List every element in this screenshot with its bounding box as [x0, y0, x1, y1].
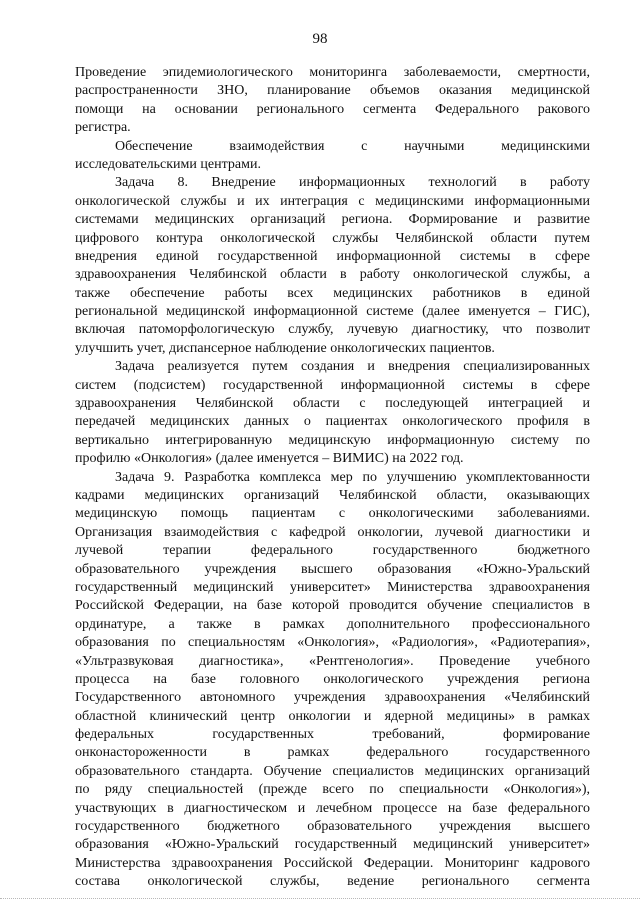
text-line: вертикально интегрированную медицинскую информационную систему по [75, 432, 590, 448]
text-line: цифрового контура онкологической службы Челябинской области путем [75, 230, 590, 246]
text-line: регистра. [75, 120, 131, 136]
text-line: распространенности ЗНО, планирование объемов оказания медицинской [75, 83, 590, 99]
text-line: онкологической службы и их интеграция с медицинскими информационными [75, 193, 590, 209]
text-line: онконастороженности в рамках федерального государственного [75, 745, 590, 761]
text-line: улучшить учет, диспансерное наблюдение онкологических пациентов. [75, 340, 495, 356]
text-line: Задача 8. Внедрение информационных технологий в работу [115, 175, 590, 191]
text-line: государственный медицинский университет» Министерства здравоохранения [75, 579, 590, 595]
text-line: также обеспечение работы всех медицинских работников в единой [75, 285, 590, 301]
text-line: процесса на базе головного онкологического учреждения региона [75, 671, 590, 687]
scan-edge-rule [0, 898, 640, 899]
text-line: Задача реализуется путем создания и внедрения специализированных [115, 359, 590, 375]
text-line: здравоохранения Челябинской области с последующей интеграцией и [75, 396, 590, 412]
text-line: лучевой терапии федерального государственного бюджетного [75, 543, 590, 559]
paragraph [75, 64, 590, 138]
text-line: Организация взаимодействия с кафедрой онкологии, лучевой диагностики и [75, 524, 590, 540]
text-line: помощи на основании регионального сегмента Федерального ракового [75, 101, 590, 117]
text-line: Задача 9. Разработка комплекса мер по улучшению укомплектованности [115, 469, 590, 485]
text-line: Государственного автономного учреждения здравоохранения «Челябинский [75, 690, 590, 706]
document-body [75, 64, 590, 892]
text-line: состава онкологической службы, ведение регионального сегмента [75, 874, 590, 890]
text-line: систем (подсистем) государственной информационной системы в сфере [75, 377, 590, 393]
text-line: образовательного стандарта. Обучение специалистов медицинских организаций [75, 763, 590, 779]
text-line: системами медицинских организаций региона. Формирование и развитие [75, 212, 590, 228]
text-line: образования «Южно-Уральский государственный медицинский университет» [75, 837, 590, 853]
text-line: включая патоморфологическую службу, лучевую диагностику, что позволит [75, 322, 590, 338]
text-line: образовательного учреждения высшего образования «Южно-Уральский [75, 561, 590, 577]
text-line: участвующих в диагностическом и лечебном процессе на базе федерального [75, 800, 590, 816]
text-line: исследовательскими центрами. [75, 156, 261, 172]
text-line: Проведение эпидемиологического мониторинга заболеваемости, смертности, [75, 65, 590, 80]
paragraph [75, 469, 590, 892]
text-line: передачей медицинских данных о пациентах онкологического профиля в [75, 414, 590, 430]
text-line: Российской Федерации, на базе которой проводится обучение специалистов в [75, 598, 590, 614]
text-line: областной клинический центр онкологии и ядерной медицины» в рамках [75, 708, 590, 724]
text-line: Министерства здравоохранения Российской Федерации. Мониторинг кадрового [75, 855, 590, 871]
text-line: региональной медицинской информационной системе (далее именуется – ГИС), [75, 304, 590, 320]
text-line: внедрения единой государственной информационной системы в сфере [75, 248, 590, 264]
paragraph [75, 174, 590, 358]
text-line: федеральных государственных требований, формирование [75, 727, 590, 743]
text-line: образования по специальностям «Онкология», «Радиология», «Радиотерапия», [75, 635, 590, 651]
text-line: здравоохранения Челябинской области в работу онкологической службы, а [75, 267, 590, 283]
text-line: ординатуре, а также в рамках дополнительного профессионального [75, 616, 590, 632]
page-number: 98 [312, 31, 328, 47]
text-line: кадрами медицинских организаций Челябинской области, оказывающих [75, 487, 590, 503]
text-line: профилю «Онкология» (далее именуется – ВИМИС) на 2022 год. [75, 451, 464, 467]
text-line: по ряду специальностей (прежде всего по специальности «Онкология»), [75, 782, 590, 798]
text-line: «Ультразвуковая диагностика», «Рентгенология». Проведение учебного [75, 653, 590, 669]
text-line: государственного бюджетного образовательного учреждения высшего [75, 819, 590, 835]
text-line: медицинскую помощь пациентам с онкологическими заболеваниями. [75, 506, 590, 522]
text-line: Обеспечение взаимодействия с научными медицинскими [115, 138, 590, 154]
paragraph [75, 358, 590, 468]
paragraph [75, 138, 590, 175]
